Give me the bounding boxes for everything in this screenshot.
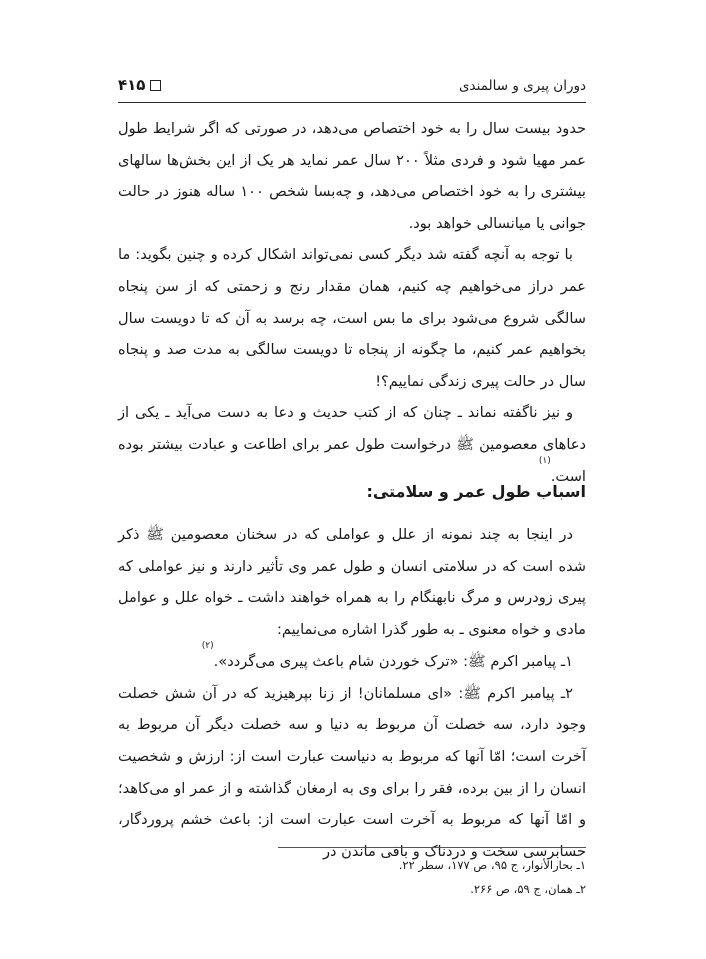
footnote-1: ۱ـ بحارالأنوار، ج ۹۵، ص ۱۷۷، سطر ۲۲. <box>398 858 586 872</box>
hadith-item-2: ۲ـ پیامبر اکرم ﷺ: «ای مسلمانان! از زنا بپرهیزید که در آن شش خصلت وجود دارد، سه خصلت آن مربوط به دنیا و سه خصلت دیگر آن مربوط به آخرت است؛ امّا آنها که مربوط به دنیاست عبارت است از: ارزش و شخصیت انسان را از بین برده، فقر را برای وی به ارمغان گذاشته و از عمر او می‌کاهد؛ و امّا آنها که مربوط به آخرت است عبارت است از: باعث خشم پروردگار، حسابرسی سخت و دردناک و باقی ماندن در <box>118 684 586 861</box>
page-number-text: ۴۱۵ <box>118 76 146 94</box>
hadith-item-1 <box>118 640 586 678</box>
footnote-mark-2: (۲) <box>201 640 214 651</box>
square-icon <box>150 80 161 91</box>
hadith-item-1-text: ۱ـ پیامبر اکرم ﷺ: «ترک خوردن شام باعث پیری می‌گردد». <box>213 652 573 670</box>
footnote-divider <box>278 847 586 848</box>
footnote-2: ۲ـ همان، ج ۵۹، ص ۲۶۶. <box>470 882 586 896</box>
section-intro: در اینجا به چند نمونه از علل و عواملی که در سخنان معصومین ﷺ ذکر شده است که در سلامتی انسان و طول عمر وی تأثیر دارند و نیز عواملی که پیری زودرس و مرگ نابهنگام را به همراه خواهند داشت ـ خواه علل و عوامل مادی و خواه معنوی ـ به طور گذرا اشاره می‌نماییم: <box>118 526 586 639</box>
body-text-bottom <box>118 519 586 868</box>
footnotes <box>118 853 586 901</box>
body-text-top <box>118 113 586 492</box>
paragraph-2: با توجه به آنچه گفته شد دیگر کسی نمی‌تواند اشکال کرده و چنین بگوید: ما عمر دراز می‌خواهیم چه کنیم، همان مقدار رنج و زحمتی که از سن پنجاه سالگی شروع می‌شود برای ما بس است، چه برسد به آن که تا دویست سال بخواهیم عمر کنیم، ما چگونه از پنجاه تا دویست سالگی به مدت صد و پنجاه سال در حالت پیری زندگی نماییم؟! <box>118 246 586 390</box>
paragraph-1: حدود بیست سال را به خود اختصاص می‌دهد، در صورتی که اگر شرایط طول عمر مهیا شود و فردی مثلاً ۲۰۰ سال عمر نماید هر یک از این بخش‌ها سالهای بیشتری را به خود اختصاص می‌دهد، و چه‌بسا شخص ۱۰۰ ساله هنوز در حالت جوانی یا میانسالی خواهد بود. <box>118 120 586 232</box>
page-number <box>118 76 161 94</box>
section-heading: اسباب طول عمر و سلامتی: <box>366 482 586 501</box>
footnote-mark-1: (۱) <box>538 455 551 466</box>
paragraph-3-text: و نیز ناگفته نماند ـ چنان که از کتب حدیث و دعا به دست می‌آید ـ یکی از دعاهای معصومین ﷺ درخواست طول عمر برای اطاعت و عبادت بیشتر بوده است. <box>118 404 586 485</box>
page-header <box>118 72 586 103</box>
running-title: دوران پیری و سالمندی <box>458 78 586 94</box>
paragraph-3 <box>118 397 586 492</box>
